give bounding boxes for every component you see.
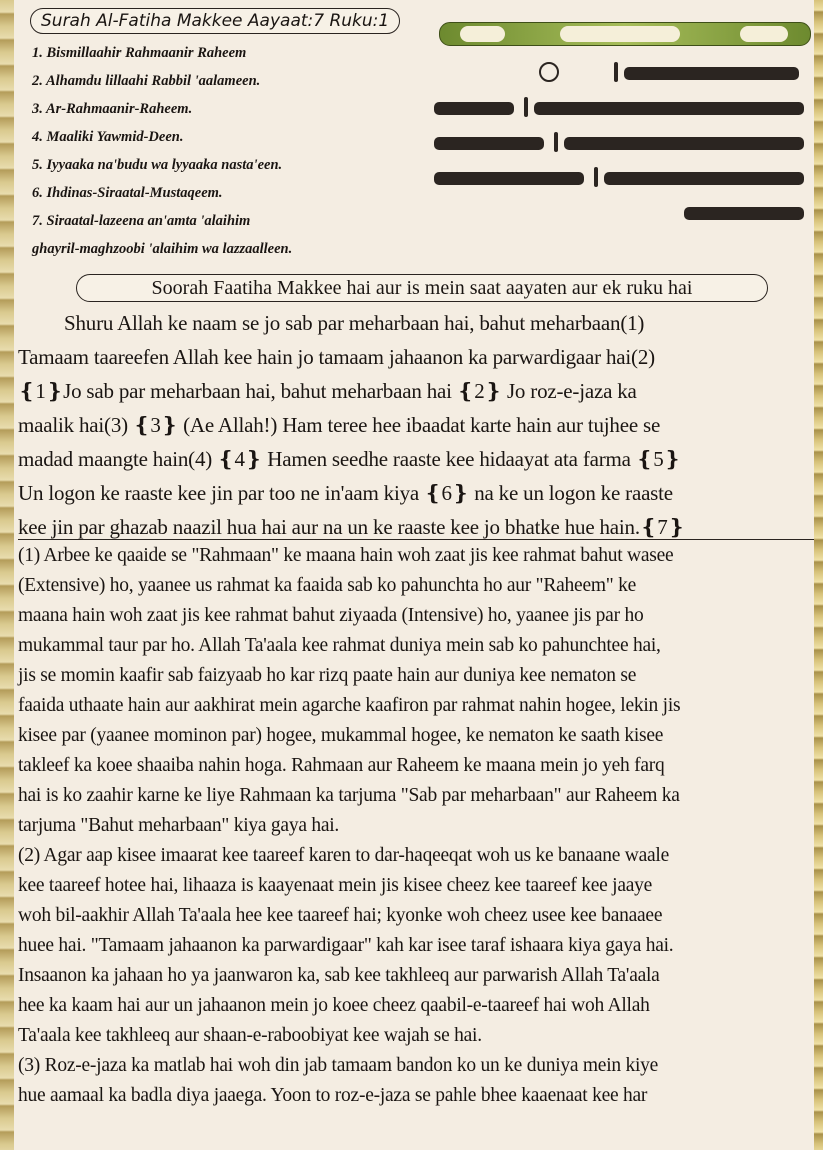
- footnote-line: (1) Arbee ke qaaide se "Rahmaan" ke maana hain woh zaat jis kee rahmat bahut wasee: [18, 545, 674, 566]
- footnote-line: maana hain woh zaat jis kee rahmat bahut ziyaada (Intensive) ho, yaanee jis par ho: [18, 605, 644, 626]
- left-ornamental-border: [0, 0, 14, 1150]
- translation-line: madad maangte hain(4) ❴4❵ Hamen seedhe raaste kee hidaayat ata farma ❴5❵: [18, 447, 681, 471]
- footnote-line: woh bil-aakhir Allah Ta'aala hee kee taareef hai; kyonke woh cheez usee kee banaaee: [18, 905, 663, 926]
- footnote-line: hee ka kaam hai aur un jahaanon mein jo koee cheez qaabil-e-taareef hai woh Allah: [18, 995, 650, 1016]
- footnote-line: takleef ka koee shaaiba nahin hoga. Rahmaan aur Raheem ke maana mein jo yeh farq: [18, 755, 665, 776]
- translation-heading: Soorah Faatiha Makkee hai aur is mein saat aayaten aur ek ruku hai: [76, 274, 768, 302]
- verse-line: 1. Bismillaahir Rahmaanir Raheem: [32, 45, 247, 61]
- section-divider: [18, 539, 814, 540]
- translation-line: Un logon ke raaste kee jin par too ne in'aam kiya ❴6❵ na ke un logon ke raaste: [18, 481, 673, 505]
- arabic-verse-calligraphy: [434, 58, 814, 233]
- translation-line: Tamaam taareefen Allah kee hain jo tamaam jahaanon ka parwardigaar hai(2): [18, 345, 655, 369]
- footnote-line: hue aamaal ka badla diya jaaega. Yoon to roz-e-jaza se pahle bhee kaaenaat kee har: [18, 1085, 648, 1106]
- footnote-line: jis se momin kaafir sab faizyaab ho kar rizq paate hain aur duniya kee nematon se: [18, 665, 637, 686]
- translation-block: [18, 306, 814, 544]
- footnote-line: (2) Agar aap kisee imaarat kee taareef karen to dar-haqeeqat woh us ke banaane waale: [18, 845, 669, 866]
- footnote-line: (Extensive) ho, yaanee us rahmat ka faaida sab ko pahunchta ho aur "Raheem" ke: [18, 575, 637, 596]
- footnote-line: Ta'aala kee takhleeq aur shaan-e-raboobiyat kee wajah se hai.: [18, 1025, 482, 1046]
- verse-line: ghayril-maghzoobi 'alaihim wa lazzaalleen.: [32, 241, 293, 257]
- footnote-line: kisee par (yaanee mominon par) hogee, mukammal hogee, ke nematon ke saath kisee: [18, 725, 664, 746]
- footnote-line: tarjuma "Bahut meharbaan" kiya gaya hai.: [18, 815, 340, 836]
- footnote-line: kee taareef hotee hai, lihaaza is kaayenaat mein jis kisee cheez kee taareef kee jaaye: [18, 875, 653, 896]
- arabic-line: [434, 93, 814, 123]
- footnote-line: Insaanon ka jahaan ho ya jaanwaron ka, sab kee takhleeq aur parwarish Allah Ta'aala: [18, 965, 660, 986]
- verse-line: 2. Alhamdu lillaahi Rabbil 'aalameen.: [32, 73, 261, 89]
- book-page: [14, 0, 814, 1150]
- surah-title: Surah Al-Fatiha Makkee Aayaat:7 Ruku:1: [30, 8, 400, 34]
- transliteration-verse-list: [32, 39, 432, 263]
- arabic-line: [434, 163, 814, 193]
- footnote-line: faaida uthaate hain aur aakhirat mein agarche kaafiron par rahmat nahin hogee, lekin jis: [18, 695, 681, 716]
- translation-line: ❴1❵Jo sab par meharbaan hai, bahut meharbaan hai ❴2❵ Jo roz-e-jaza ka: [18, 379, 637, 403]
- arabic-line: [434, 58, 814, 88]
- footnote-line: (3) Roz-e-jaza ka matlab hai woh din jab tamaam bandon ko un ke duniya mein kiye: [18, 1055, 659, 1076]
- verse-line: 7. Siraatal-lazeena an'amta 'alaihim: [32, 213, 251, 229]
- translation-line: maalik hai(3) ❴3❵ (Ae Allah!) Ham teree hee ibaadat karte hain aur tujhee se: [18, 413, 661, 437]
- footnotes-block: [18, 541, 816, 1111]
- arabic-line: [434, 128, 814, 158]
- footnote-line: huee hai. "Tamaam jahaanon ka parwardigaar" kah kar isee taraf ishaara kiya gaya hai.: [18, 935, 674, 956]
- arabic-surah-header-band: [439, 22, 811, 46]
- arabic-line: [434, 198, 814, 228]
- verse-line: 6. Ihdinas-Siraatal-Mustaqeem.: [32, 185, 223, 201]
- translation-line: Shuru Allah ke naam se jo sab par meharbaan hai, bahut meharbaan(1): [64, 311, 645, 335]
- verse-line: 4. Maaliki Yawmid-Deen.: [32, 129, 184, 145]
- footnote-line: mukammal taur par ho. Allah Ta'aala kee rahmat duniya mein sab ko pahunchtee hai,: [18, 635, 661, 656]
- verse-line: 3. Ar-Rahmaanir-Raheem.: [32, 101, 193, 117]
- translation-line: kee jin par ghazab naazil hua hai aur na un ke raaste kee jo bhatke hue hain.❴7❵: [18, 515, 685, 539]
- footnote-line: hai is ko zaahir karne ke liye Rahmaan ka tarjuma "Sab par meharbaan" aur Raheem ka: [18, 785, 680, 806]
- verse-line: 5. Iyyaaka na'budu wa lyyaaka nasta'een.: [32, 157, 283, 173]
